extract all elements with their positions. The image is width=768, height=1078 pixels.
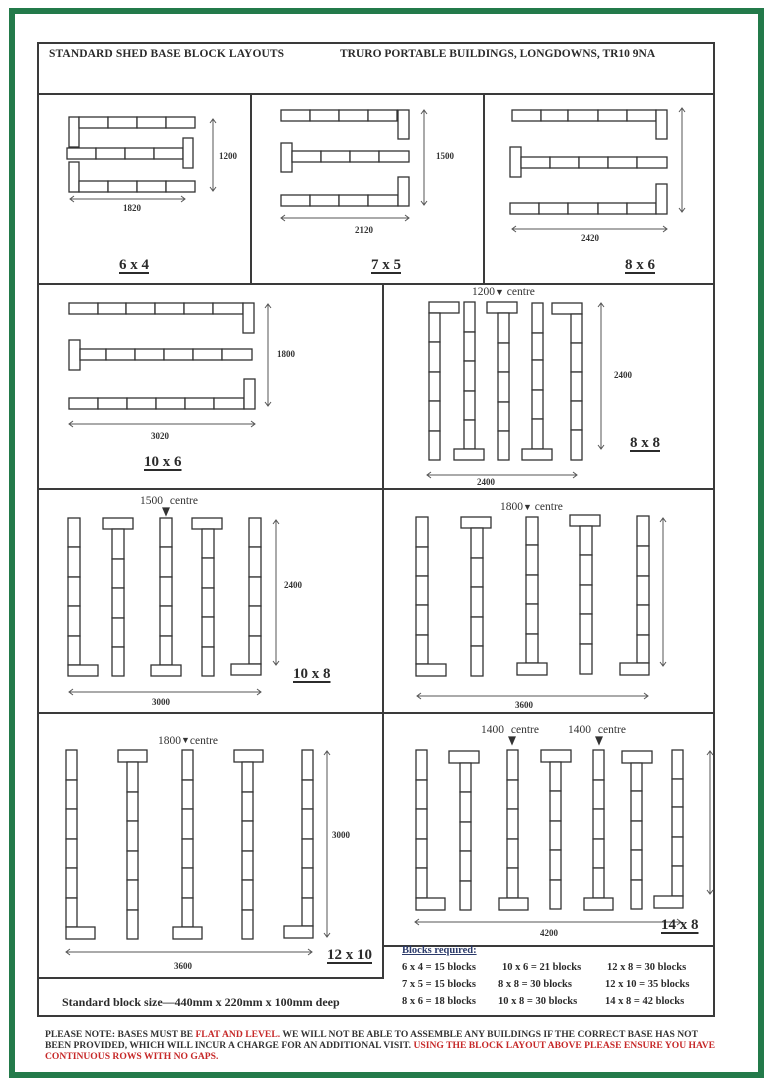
base-requirements-note <box>45 1029 725 1062</box>
centre-value: 1800 <box>500 501 523 513</box>
block-diagram-10x6 <box>39 285 386 494</box>
layout-panel-7x5 <box>250 93 485 285</box>
centre-arrow-icon <box>596 737 602 744</box>
width-dimension: 4200 <box>540 928 558 938</box>
layout-panel-14x8 <box>382 712 715 947</box>
depth-dimension: 1200 <box>219 151 237 161</box>
block-diagram-14x8 <box>384 714 717 949</box>
layout-panel-12x10 <box>37 712 384 979</box>
layout-size-label: 12 x 10 <box>327 947 372 963</box>
layout-size-label: 10 x 6 <box>144 454 182 470</box>
blocks-cell: 12 x 10 = 35 blocks <box>605 979 690 990</box>
width-dimension: 2420 <box>581 233 599 243</box>
block-diagram-10x8 <box>39 490 386 716</box>
block-diagram-12x8 <box>384 490 717 716</box>
standard-block-size: Standard block size—440mm x 220mm x 100mm deep <box>62 995 340 1009</box>
depth-dimension: 2400 <box>614 370 632 380</box>
centre-value: 1400 <box>481 724 504 736</box>
width-dimension: 1820 <box>123 203 141 213</box>
note-text: PLEASE NOTE: BASES MUST BE <box>45 1029 196 1040</box>
width-dimension: 2400 <box>477 477 495 487</box>
blocks-cell: 10 x 8 = 30 blocks <box>498 996 578 1007</box>
centre-word: centre <box>534 501 563 513</box>
blocks-cell: 6 x 4 = 15 blocks <box>402 962 476 973</box>
layout-panel-8x6 <box>483 93 715 285</box>
centre-word: centre <box>189 735 219 747</box>
blocks-cell: 7 x 5 = 15 blocks <box>402 979 476 990</box>
block-diagram-8x8 <box>384 285 717 494</box>
layout-size-label: 8 x 6 <box>625 257 655 273</box>
document-header <box>37 42 715 95</box>
centre-word: centre <box>510 724 539 736</box>
note-warning-no-gaps: USING THE BLOCK LAYOUT ABOVE PLEASE ENSURE YOU HAVE CONTINUOUS ROWS WITH NO GAPS. <box>45 1040 716 1062</box>
centre-word: centre <box>169 495 198 507</box>
blocks-cell: 8 x 6 = 18 blocks <box>402 996 476 1007</box>
centre-value: 1200 <box>472 286 495 298</box>
layout-size-label: 6 x 4 <box>119 257 149 273</box>
layout-size-label: 14 x 8 <box>661 917 699 933</box>
width-dimension: 2120 <box>355 225 373 235</box>
centre-word: centre <box>597 724 626 736</box>
depth-dimension: 2400 <box>284 580 302 590</box>
depth-dimension: 1500 <box>436 151 454 161</box>
blocks-cell: 12 x 8 = 30 blocks <box>607 962 687 973</box>
width-dimension: 3600 <box>515 700 533 710</box>
layout-panel-10x6 <box>37 283 384 492</box>
document-title: STANDARD SHED BASE BLOCK LAYOUTS <box>49 48 285 60</box>
width-dimension: 3600 <box>174 961 192 971</box>
note-warning-flat-level: FLAT AND LEVEL. <box>195 1029 281 1040</box>
block-diagram-8x6 <box>485 95 717 287</box>
layout-panel-6x4 <box>37 93 252 285</box>
layout-panel-12x8 <box>382 488 715 714</box>
blocks-cell: 8 x 8 = 30 blocks <box>498 979 572 990</box>
centre-arrow-icon <box>163 508 169 515</box>
blocks-required-table <box>382 945 715 1017</box>
blocks-cell: 14 x 8 = 42 blocks <box>605 996 685 1007</box>
centre-arrow-icon: ▼ <box>181 735 190 745</box>
layout-panel-8x8 <box>382 283 715 492</box>
centre-arrow-icon <box>509 737 515 744</box>
layout-size-label: 10 x 8 <box>293 666 331 682</box>
block-diagram-7x5 <box>252 95 487 287</box>
centre-value: 1800 <box>158 735 181 747</box>
layout-size-label: 8 x 8 <box>630 435 660 451</box>
blocks-required-title: Blocks required: <box>402 945 477 956</box>
note-text: WE WILL NOT BE ABLE TO ASSEMBLE ANY BUILDINGS IF THE CORRECT BASE HAS NOT BEEN PROVIDED, WHICH WILL INCUR A CHARGE FOR AN ADDITIONAL VISIT. <box>45 1029 698 1051</box>
centre-arrow-icon: ▼ <box>523 502 532 512</box>
layout-size-label: 7 x 5 <box>371 257 401 273</box>
layout-panel-10x8 <box>37 488 384 714</box>
width-dimension: 3020 <box>151 431 169 441</box>
blocks-cell: 10 x 6 = 21 blocks <box>502 962 582 973</box>
centre-value: 1500 <box>140 495 163 507</box>
width-dimension: 3000 <box>152 697 170 707</box>
centre-word: centre <box>506 286 535 298</box>
depth-dimension: 1800 <box>277 349 295 359</box>
centre-value: 1400 <box>568 724 591 736</box>
company-address: TRURO PORTABLE BUILDINGS, LONGDOWNS, TR10 9NA <box>340 48 656 60</box>
centre-arrow-icon: ▼ <box>495 287 504 297</box>
depth-dimension: 3000 <box>332 830 350 840</box>
block-diagram-12x10 <box>39 714 386 981</box>
